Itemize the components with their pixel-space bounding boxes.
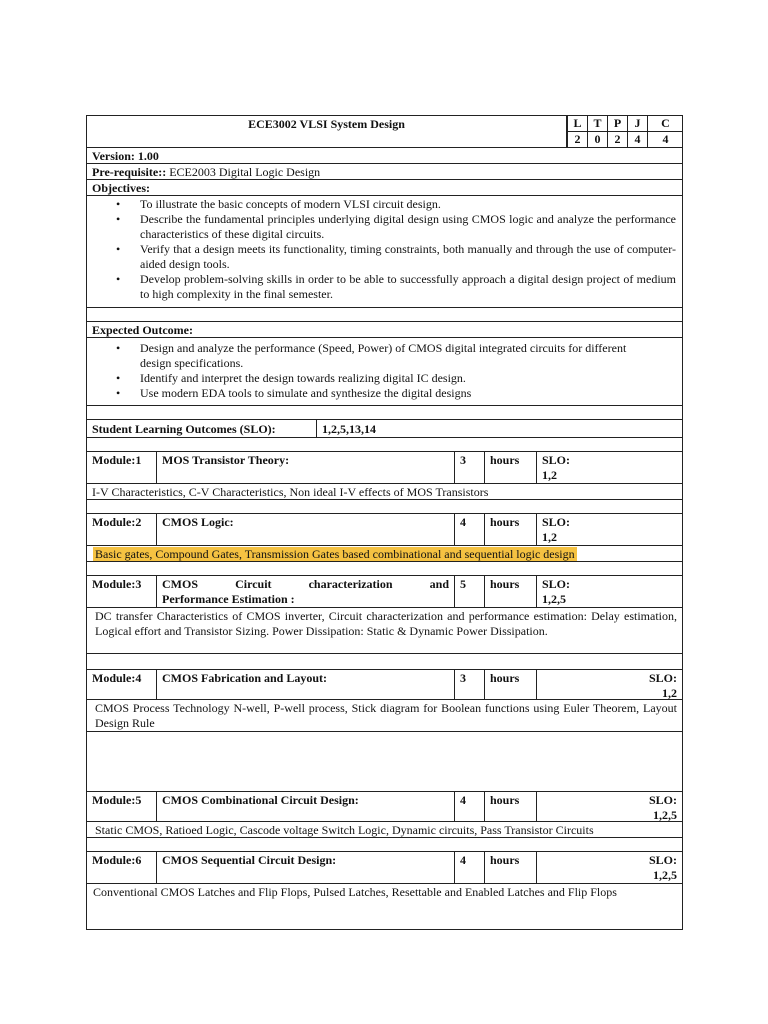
slo-row	[87, 420, 682, 438]
module-1-header	[87, 452, 682, 484]
module-title: MOS Transistor Theory:	[157, 452, 455, 483]
ltpjc-c: C 4	[647, 116, 683, 148]
spacer-row	[87, 438, 682, 452]
spacer-row	[87, 654, 682, 670]
highlighted-module-content: Basic gates, Compound Gates, Transmission Gates based combinational and sequential logic design	[95, 547, 575, 561]
spacer-row	[87, 500, 682, 514]
module-slo: SLO: 1,2	[542, 515, 571, 544]
outcome-label: Expected Outcome:	[92, 323, 193, 337]
outcome-list	[87, 341, 682, 401]
ltpjc-t: T 0	[587, 116, 607, 148]
prerequisite-value: ECE2003 Digital Logic Design	[169, 165, 321, 179]
version-row	[87, 148, 682, 164]
outcome-list-row	[87, 338, 682, 406]
list-item: • Describe the fundamental principles underlying digital design using CMOS logic and analyze the performance characteristics of these digital circuits.	[87, 212, 676, 242]
module-title: CMOS Fabrication and Layout:	[157, 670, 455, 699]
module-slo: SLO: 1,2	[542, 453, 571, 482]
module-hours: 4	[455, 852, 485, 883]
module-content: Static CMOS, Ratioed Logic, Cascode voltage Switch Logic, Dynamic circuits, Pass Transistor Circuits	[95, 823, 594, 837]
objectives-list	[87, 197, 682, 302]
module-number: Module:3	[87, 576, 157, 607]
module-hours: 4	[455, 514, 485, 545]
module-6-header	[87, 852, 682, 884]
module-slo: SLO: 1,2,5	[648, 793, 677, 821]
course-title: ECE3002 VLSI System Design	[87, 116, 567, 147]
course-header-row	[87, 116, 682, 148]
syllabus-table	[86, 115, 683, 930]
list-item: • Develop problem-solving skills in order to be able to successfully approach a digital design project of medium to high complexity in the final semester.	[87, 272, 676, 302]
module-title: CMOS Sequential Circuit Design:	[157, 852, 455, 883]
prerequisite-row	[87, 164, 682, 180]
module-content: CMOS Process Technology N-well, P-well process, Stick diagram for Boolean functions using Euler Theorem, Layout Design Rule	[95, 701, 677, 730]
ltpjc-l: L 2	[567, 116, 587, 148]
module-slo: SLO: 1,2,5	[542, 577, 571, 606]
module-hours: 5	[455, 576, 485, 607]
module-number: Module:6	[87, 852, 157, 883]
module-hours: 4	[455, 792, 485, 821]
module-1-content	[87, 484, 682, 500]
hours-label: hours	[485, 852, 537, 883]
spacer-row	[87, 732, 682, 792]
module-number: Module:2	[87, 514, 157, 545]
outcome-label-row	[87, 322, 682, 338]
hours-label: hours	[485, 670, 537, 699]
module-3-content	[87, 608, 682, 654]
module-title: CMOS Logic:	[157, 514, 455, 545]
module-number: Module:1	[87, 452, 157, 483]
list-item: • Use modern EDA tools to simulate and synthesize the digital designs	[87, 386, 676, 401]
module-title: CMOS Combinational Circuit Design:	[157, 792, 455, 821]
objectives-label-row	[87, 180, 682, 196]
objectives-list-row	[87, 196, 682, 308]
hours-label: hours	[485, 514, 537, 545]
spacer-row	[87, 308, 682, 322]
module-5-content	[87, 822, 682, 838]
module-slo: SLO: 1,2,5	[648, 853, 677, 882]
module-2-header	[87, 514, 682, 546]
prerequisite-label: Pre-requisite::	[92, 165, 167, 179]
module-4-header	[87, 670, 682, 700]
module-2-content	[87, 546, 682, 562]
slo-value: 1,2,5,13,14	[322, 422, 376, 436]
module-title: CMOS Circuit characterization and Performance Estimation :	[157, 576, 455, 607]
module-content: Conventional CMOS Latches and Flip Flops, Pulsed Latches, Resettable and Enabled Latches and Flip Flops	[93, 885, 617, 899]
list-item: • Design and analyze the performance (Speed, Power) of CMOS digital integrated circuits for different design specifications.	[87, 341, 676, 371]
slo-label: Student Learning Outcomes (SLO):	[87, 420, 317, 437]
spacer-row	[87, 838, 682, 852]
module-6-content	[87, 884, 682, 916]
hours-label: hours	[485, 452, 537, 483]
module-hours: 3	[455, 452, 485, 483]
ltpjc-p: P 2	[607, 116, 627, 148]
module-3-header	[87, 576, 682, 608]
module-number: Module:4	[87, 670, 157, 699]
module-slo: SLO: 1,2	[648, 671, 677, 699]
ltpjc-j: J 4	[627, 116, 647, 148]
spacer-row	[87, 562, 682, 576]
hours-label: hours	[485, 576, 537, 607]
module-content: DC transfer Characteristics of CMOS inverter, Circuit characterization and performance estimation: Delay estimation, Logical effort and Transistor Sizing. Power Dissipation: Static & Dynamic Power Dissipation.	[95, 609, 677, 638]
spacer-row	[87, 406, 682, 420]
module-5-header	[87, 792, 682, 822]
list-item: • To illustrate the basic concepts of modern VLSI circuit design.	[87, 197, 676, 212]
hours-label: hours	[485, 792, 537, 821]
module-content: I-V Characteristics, C-V Characteristics, Non ideal I-V effects of MOS Transistors	[92, 485, 489, 499]
module-hours: 3	[455, 670, 485, 699]
version-text: Version: 1.00	[92, 149, 159, 163]
objectives-label: Objectives:	[92, 181, 150, 195]
module-4-content	[87, 700, 682, 732]
list-item: • Verify that a design meets its functionality, timing constraints, both manually and through the use of computer-aided design tools.	[87, 242, 676, 272]
list-item: • Identify and interpret the design towards realizing digital IC design.	[87, 371, 676, 386]
module-number: Module:5	[87, 792, 157, 821]
